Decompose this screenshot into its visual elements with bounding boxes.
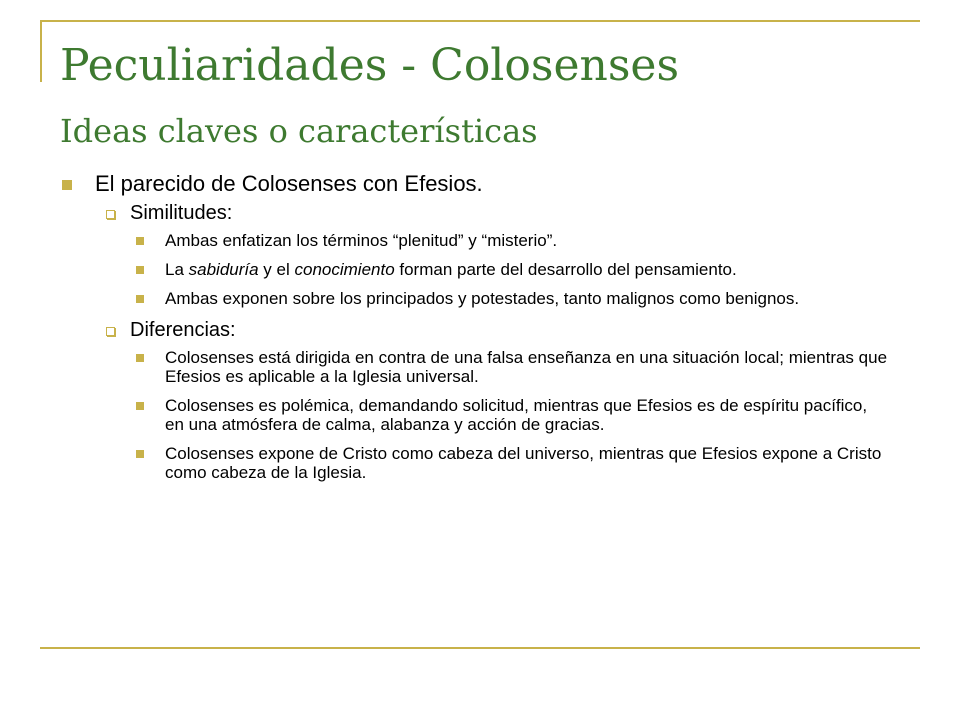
left-rule [40, 20, 42, 82]
square-bullet-icon [62, 180, 72, 190]
text-segment: forman parte del desarrollo del pensamiento. [394, 260, 737, 279]
similitud-item [60, 231, 920, 250]
similitud-item [60, 289, 920, 308]
hollow-square-bullet-icon [106, 210, 115, 219]
similitud-text: Ambas enfatizan los términos “plenitud” y “misterio”. [165, 231, 558, 250]
square-bullet-icon [136, 295, 144, 303]
diferencia-item [60, 348, 920, 386]
diferencia-text: Colosenses expone de Cristo como cabeza del universo, mientras que Efesios expone a Cristo como cabeza de la Iglesia. [165, 444, 882, 482]
bullet-diferencias [60, 318, 920, 343]
emphasis-conocimiento: conocimiento [294, 260, 395, 279]
square-bullet-icon [136, 237, 144, 245]
bottom-rule [40, 647, 920, 649]
top-rule [40, 20, 920, 22]
slide-title: Peculiaridades - Colosenses [60, 40, 680, 91]
similitud-text: Ambas exponen sobre los principados y potestades, tanto malignos como benignos. [165, 289, 800, 308]
slide-content [60, 170, 920, 492]
diferencia-text: Colosenses es polémica, demandando solicitud, mientras que Efesios es de espíritu pacífico, en una atmósfera de calma, alabanza y acción de gracias. [165, 396, 868, 434]
slide-subtitle: Ideas claves o características [60, 112, 538, 150]
diferencia-item [60, 444, 920, 482]
bullet-main [60, 170, 920, 198]
bullet-similitudes [60, 201, 920, 226]
hollow-square-bullet-icon [106, 327, 115, 336]
similitud-text [165, 260, 890, 279]
square-bullet-icon [136, 402, 144, 410]
similitud-item [60, 260, 920, 279]
bullet-main-text: El parecido de Colosenses con Efesios. [95, 171, 483, 196]
square-bullet-icon [136, 266, 144, 274]
emphasis-sabiduria: sabiduría [188, 260, 259, 279]
diferencia-item [60, 396, 920, 434]
square-bullet-icon [136, 450, 144, 458]
text-segment: y el [258, 260, 295, 279]
diferencia-text: Colosenses está dirigida en contra de una falsa enseñanza en una situación local; mientras que Efesios es aplicable a la Iglesia universal. [165, 348, 888, 386]
text-segment: La [165, 260, 189, 279]
similitudes-heading: Similitudes: [130, 202, 233, 224]
diferencias-heading: Diferencias: [130, 319, 236, 341]
square-bullet-icon [136, 354, 144, 362]
